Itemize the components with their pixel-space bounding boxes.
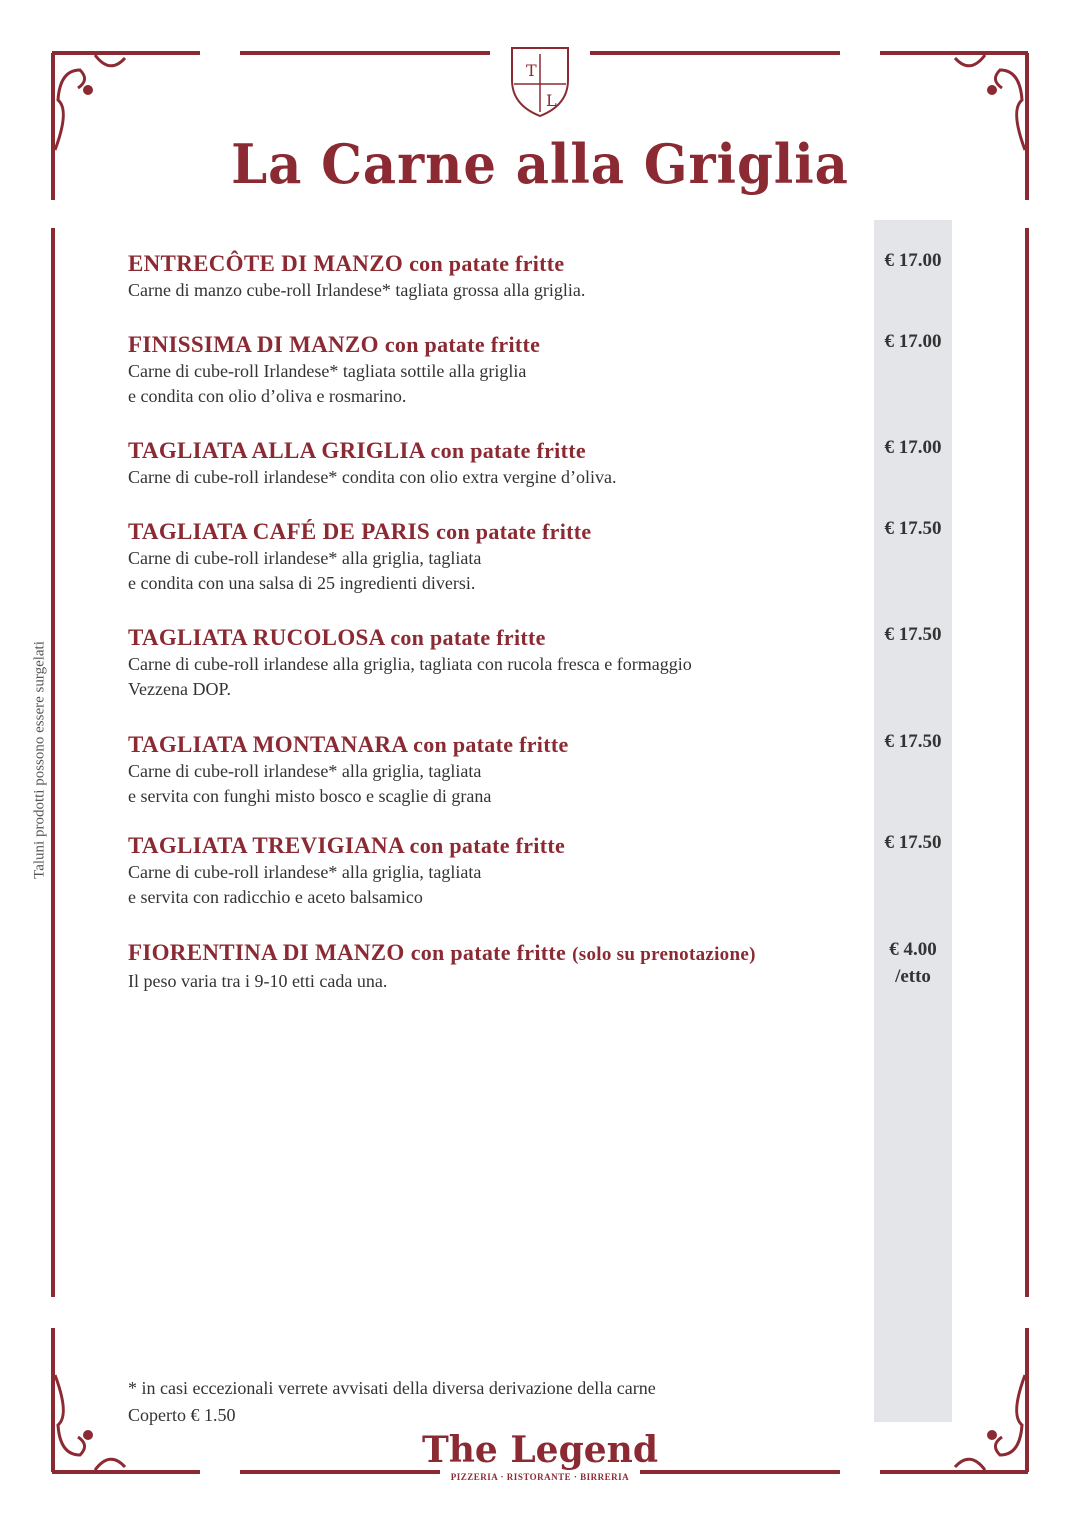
item-title: FIORENTINA DI MANZO (128, 940, 405, 965)
item-price (874, 728, 952, 755)
item-description: Carne di cube-roll irlandese* alla griglia, tagliata (128, 761, 482, 781)
cover-charge: Coperto € 1.50 (128, 1405, 236, 1425)
menu-item (128, 939, 848, 994)
price-value: € 17.50 (884, 518, 942, 539)
item-description: e servita con radicchio e aceto balsamico (128, 887, 423, 907)
price-column-background (874, 220, 952, 1422)
crest-logo-icon (506, 40, 574, 118)
item-side: con patate fritte (409, 833, 566, 858)
item-description: Carne di cube-roll irlandese alla griglia, tagliata con rucola fresca e formaggio (128, 654, 692, 674)
menu-item (128, 331, 848, 409)
item-side: con patate fritte (436, 519, 592, 544)
footer-notes (128, 1375, 656, 1429)
menu-item (128, 518, 848, 596)
svg-text:L: L (546, 91, 557, 110)
menu-item (128, 624, 848, 702)
menu-item (128, 832, 848, 910)
footnote: * in casi eccezionali verrete avvisati della diversa derivazione della carne (128, 1378, 656, 1398)
price-value: € 4.00 (889, 939, 937, 960)
item-title: FINISSIMA DI MANZO (128, 332, 379, 357)
item-description: Carne di manzo cube-roll Irlandese* tagliata grossa alla griglia. (128, 280, 586, 300)
item-title: TAGLIATA RUCOLOSA (128, 625, 385, 650)
item-name (128, 250, 848, 278)
item-name (128, 518, 848, 546)
item-description: Carne di cube-roll irlandese* alla griglia, tagliata (128, 548, 482, 568)
menu-item (128, 437, 848, 490)
price-value: € 17.50 (884, 832, 942, 853)
item-title: TAGLIATA CAFÉ DE PARIS (128, 519, 431, 544)
item-description: Vezzena DOP. (128, 679, 231, 699)
item-side: con patate fritte (390, 625, 546, 650)
brand-tagline: PIZZERIA · RISTORANTE · BIRRERIA (450, 1472, 630, 1482)
item-price (874, 515, 952, 542)
item-name (128, 437, 848, 465)
price-value: € 17.00 (884, 250, 942, 271)
item-description: Il peso varia tra i 9-10 etti cada una. (128, 971, 388, 991)
brand-name: The Legend (421, 1429, 659, 1471)
price-value: € 17.00 (884, 437, 942, 458)
item-description: Carne di cube-roll irlandese* condita con olio extra vergine d’oliva. (128, 467, 617, 487)
price-value: € 17.50 (884, 731, 942, 752)
price-unit: /etto (895, 966, 931, 987)
svg-text:T: T (526, 61, 537, 80)
brand-logo (0, 1428, 1080, 1482)
page-title: La Carne alla Griglia (231, 132, 849, 196)
item-price (874, 247, 952, 274)
item-description: e servita con funghi misto bosco e scaglie di grana (128, 786, 492, 806)
item-name (128, 624, 848, 652)
item-title: TAGLIATA ALLA GRIGLIA (128, 438, 425, 463)
item-note: (solo su prenotazione) (572, 944, 756, 965)
price-value: € 17.50 (884, 624, 942, 645)
item-side: con patate fritte (410, 940, 567, 965)
item-side: con patate fritte (409, 251, 565, 276)
item-side: con patate fritte (384, 332, 541, 357)
item-price (874, 328, 952, 355)
price-value: € 17.00 (884, 331, 942, 352)
item-title: TAGLIATA TREVIGIANA (128, 833, 404, 858)
item-description: e condita con una salsa di 25 ingredienti diversi. (128, 573, 476, 593)
item-name (128, 832, 848, 860)
item-name (128, 939, 848, 969)
item-price (874, 936, 952, 990)
menu-item (128, 250, 848, 303)
item-title: TAGLIATA MONTANARA (128, 732, 408, 757)
side-note: Taluni prodotti possono essere surgelati (31, 641, 48, 879)
item-title: ENTRECÔTE DI MANZO (128, 251, 404, 276)
item-price (874, 621, 952, 648)
item-price (874, 829, 952, 856)
item-description: Carne di cube-roll irlandese* alla griglia, tagliata (128, 862, 482, 882)
item-name (128, 331, 848, 359)
item-price (874, 434, 952, 461)
menu-item (128, 731, 848, 809)
item-side: con patate fritte (413, 732, 569, 757)
item-description: e condita con olio d’oliva e rosmarino. (128, 386, 407, 406)
item-name (128, 731, 848, 759)
item-side: con patate fritte (430, 438, 586, 463)
item-description: Carne di cube-roll Irlandese* tagliata sottile alla griglia (128, 361, 527, 381)
